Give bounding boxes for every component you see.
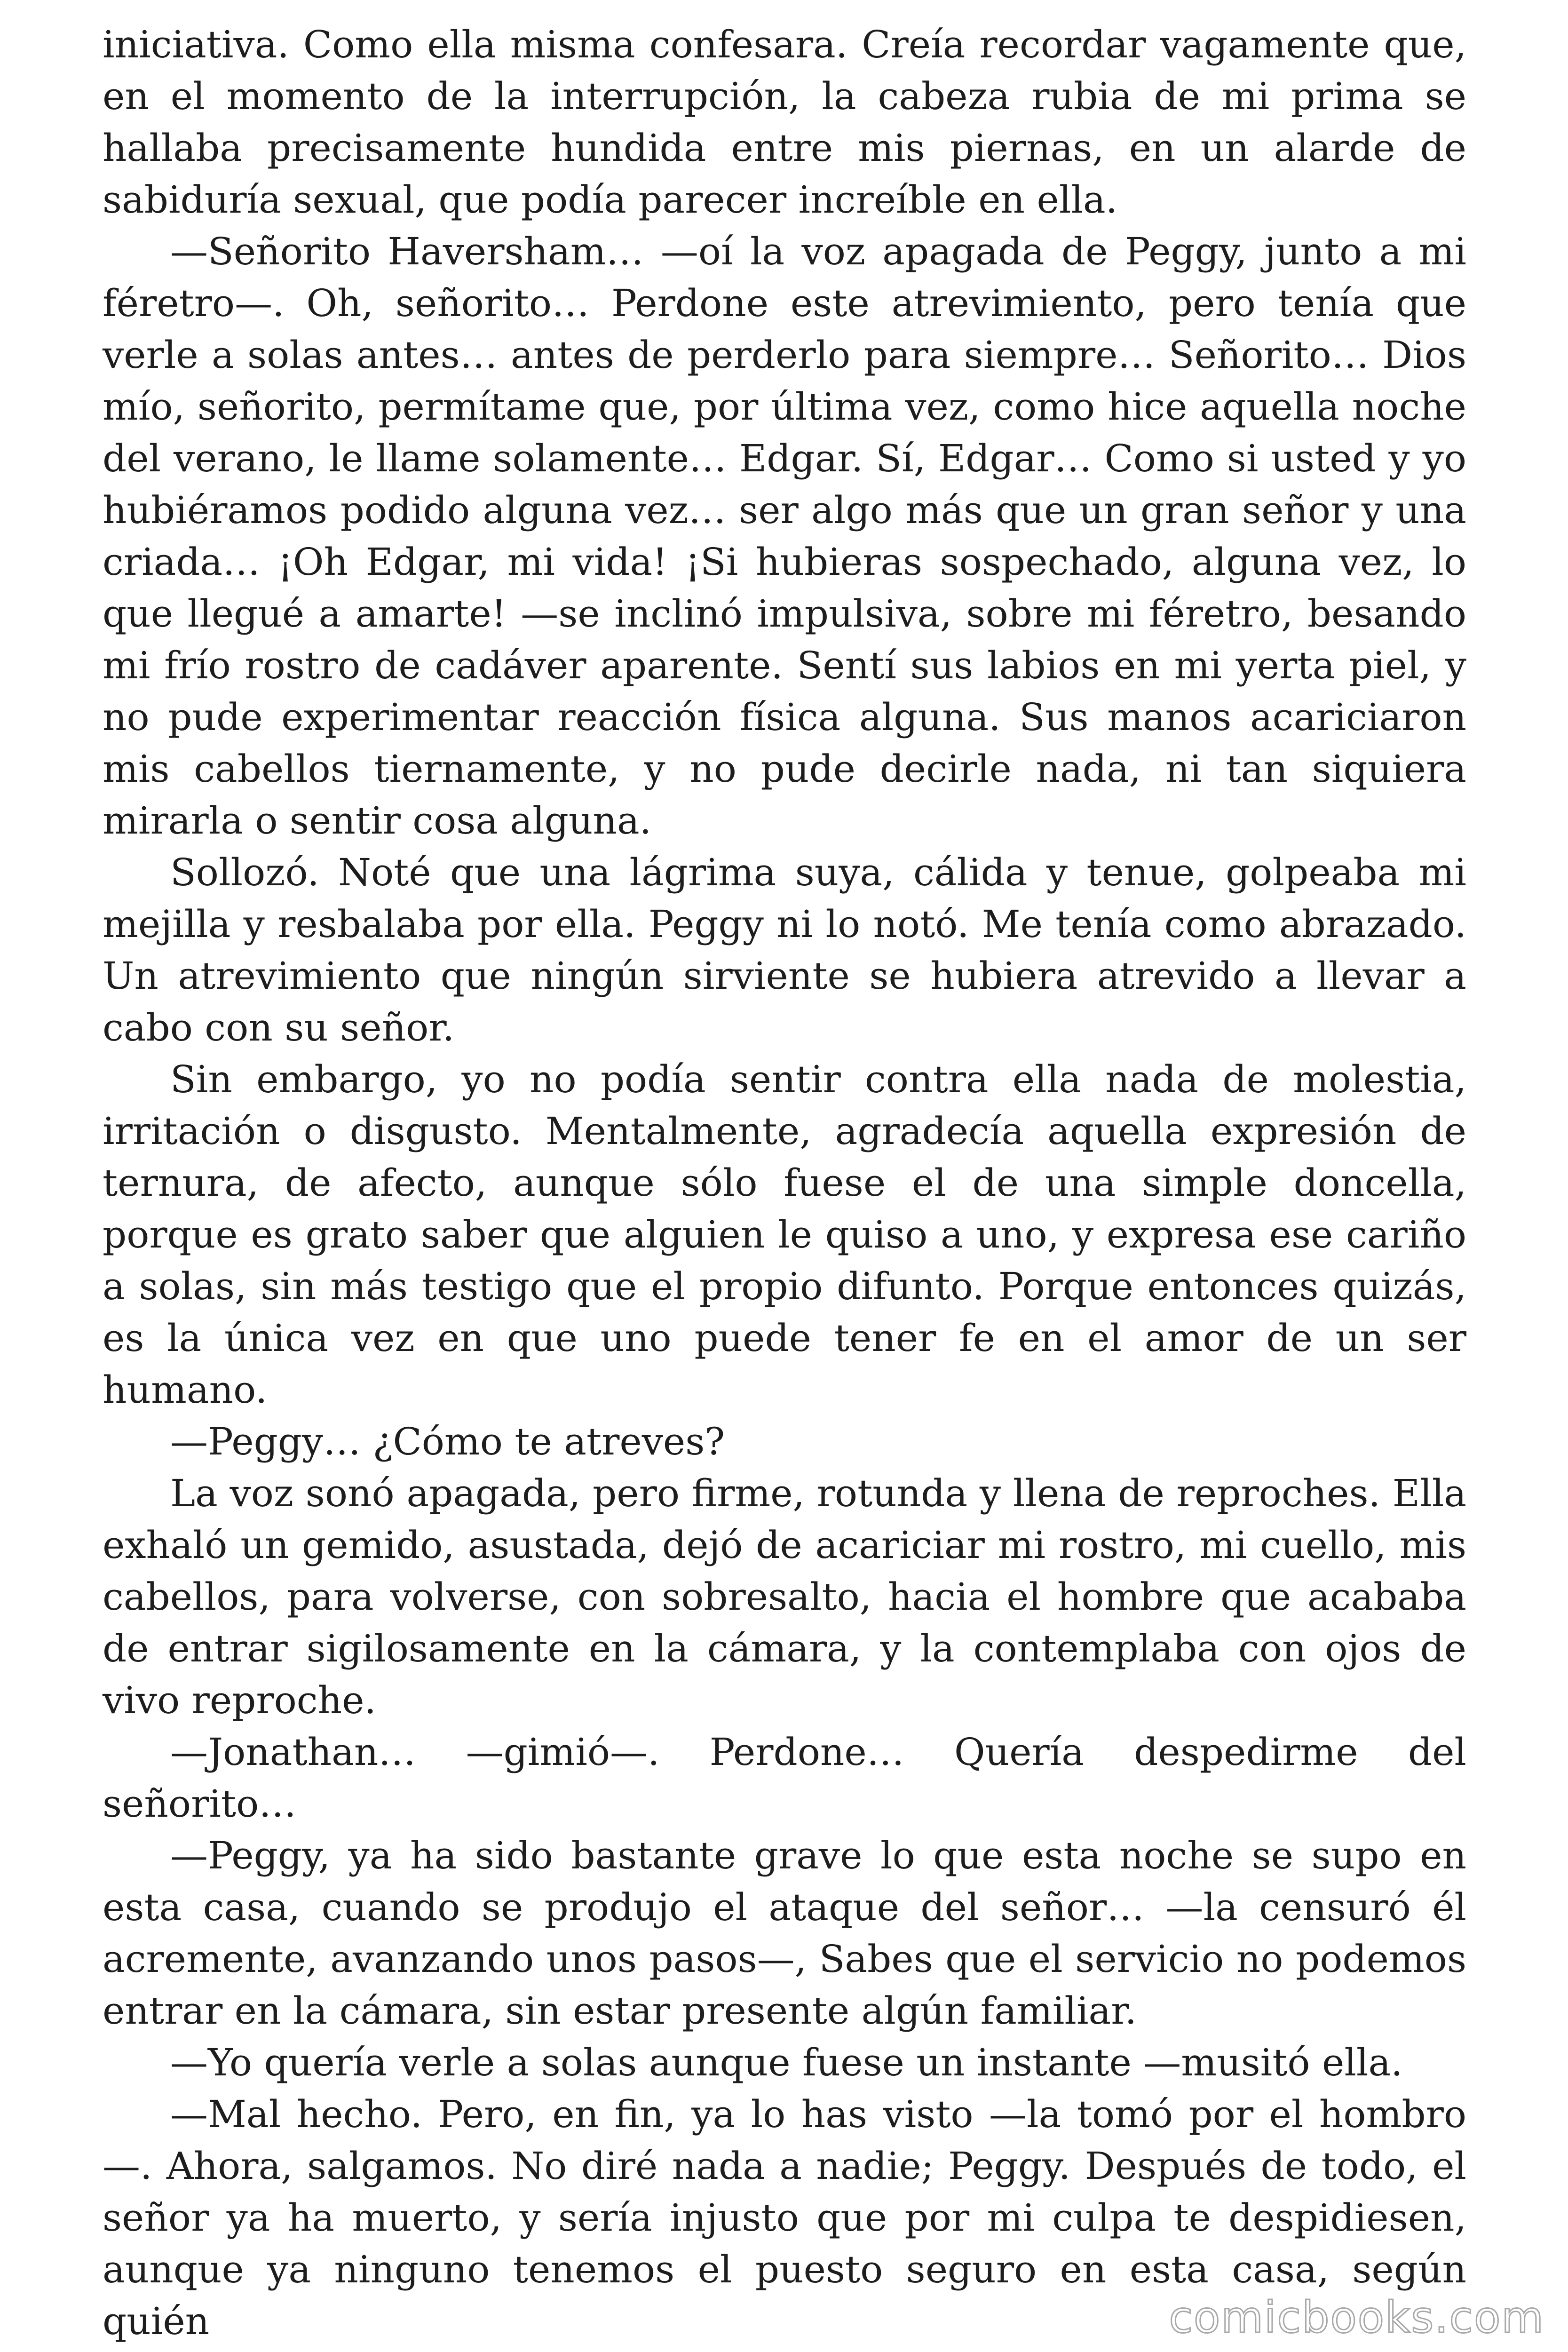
paragraph-5: —Peggy… ¿Cómo te atreves?: [170, 1420, 725, 1463]
paragraph-1: iniciativa. Como ella misma confesara. Creía recordar vagamente que, en el momento de la interrupción, la cabeza rubia de mi prima se hallaba precisamente hundida entre mis piernas, en un alarde de sabiduría sexual, que podía parecer increíble en ella.: [103, 23, 1466, 222]
page-body: [103, 19, 1466, 2347]
paragraph-10: —Mal hecho. Pero, en fin, ya lo has visto —la tomó por el hombro —. Ahora, salgamos. No diré nada a nadie; Peggy. Después de todo, el señor ya ha muerto, y sería injusto que por mi culpa te despidiesen, aunque ya ninguno tenemos el puesto seguro en esta casa, según quién: [103, 2092, 1466, 2343]
watermark: comicbooks.com: [1169, 2292, 1544, 2343]
paragraph-2: —Señorito Haversham… —oí la voz apagada de Peggy, junto a mi féretro—. Oh, señorito… Perdone este atrevimiento, pero tenía que verle a solas antes… antes de perderlo para siempre… Señorito… Dios mío, señorito, permítame que, por última vez, como hice aquella noche del verano, le llame solamente… Edgar. Sí, Edgar… Como si usted y yo hubiéramos podido alguna vez… ser algo más que un gran señor y una criada… ¡Oh Edgar, mi vida! ¡Si hubieras sospechado, alguna vez, lo que llegué a amarte! —se inclinó impulsiva, sobre mi féretro, besando mi frío rostro de cadáver aparente. Sentí sus labios en mi yerta piel, y no pude experimentar reacción física alguna. Sus manos acariciaron mis cabellos tiernamente, y no pude decirle nada, ni tan siquiera mirarla o sentir cosa alguna.: [103, 230, 1466, 842]
paragraph-6: La voz sonó apagada, pero firme, rotunda y llena de reproches. Ella exhaló un gemido, asustada, dejó de acariciar mi rostro, mi cuello, mis cabellos, para volverse, con sobresalto, hacia el hombre que acababa de entrar sigilosamente en la cámara, y la contemplaba con ojos de vivo reproche.: [103, 1471, 1466, 1722]
paragraph-7: —Jonathan… —gimió—. Perdone… Quería despedirme del señorito…: [103, 1730, 1466, 1826]
paragraph-9: —Yo quería verle a solas aunque fuese un instante —musitó ella.: [170, 2041, 1403, 2084]
paragraph-3: Sollozó. Noté que una lágrima suya, cálida y tenue, golpeaba mi mejilla y resbalaba por ella. Peggy ni lo notó. Me tenía como abrazado. Un atrevimiento que ningún sirviente se hubiera atrevido a llevar a cabo con su señor.: [103, 850, 1466, 1049]
paragraph-8: —Peggy, ya ha sido bastante grave lo que esta noche se supo en esta casa, cuando se produjo el ataque del señor… —la censuró él acremente, avanzando unos pasos—, Sabes que el servicio no podemos entrar en la cámara, sin estar presente algún familiar.: [103, 1834, 1466, 2033]
paragraph-4: Sin embargo, yo no podía sentir contra ella nada de molestia, irritación o disgusto. Mentalmente, agradecía aquella expresión de ternura, de afecto, aunque sólo fuese el de una simple doncella, porque es grato saber que alguien le quiso a uno, y expresa ese cariño a solas, sin más testigo que el propio difunto. Porque entonces quizás, es la única vez en que uno puede tener fe en el amor de un ser humano.: [103, 1057, 1466, 1412]
